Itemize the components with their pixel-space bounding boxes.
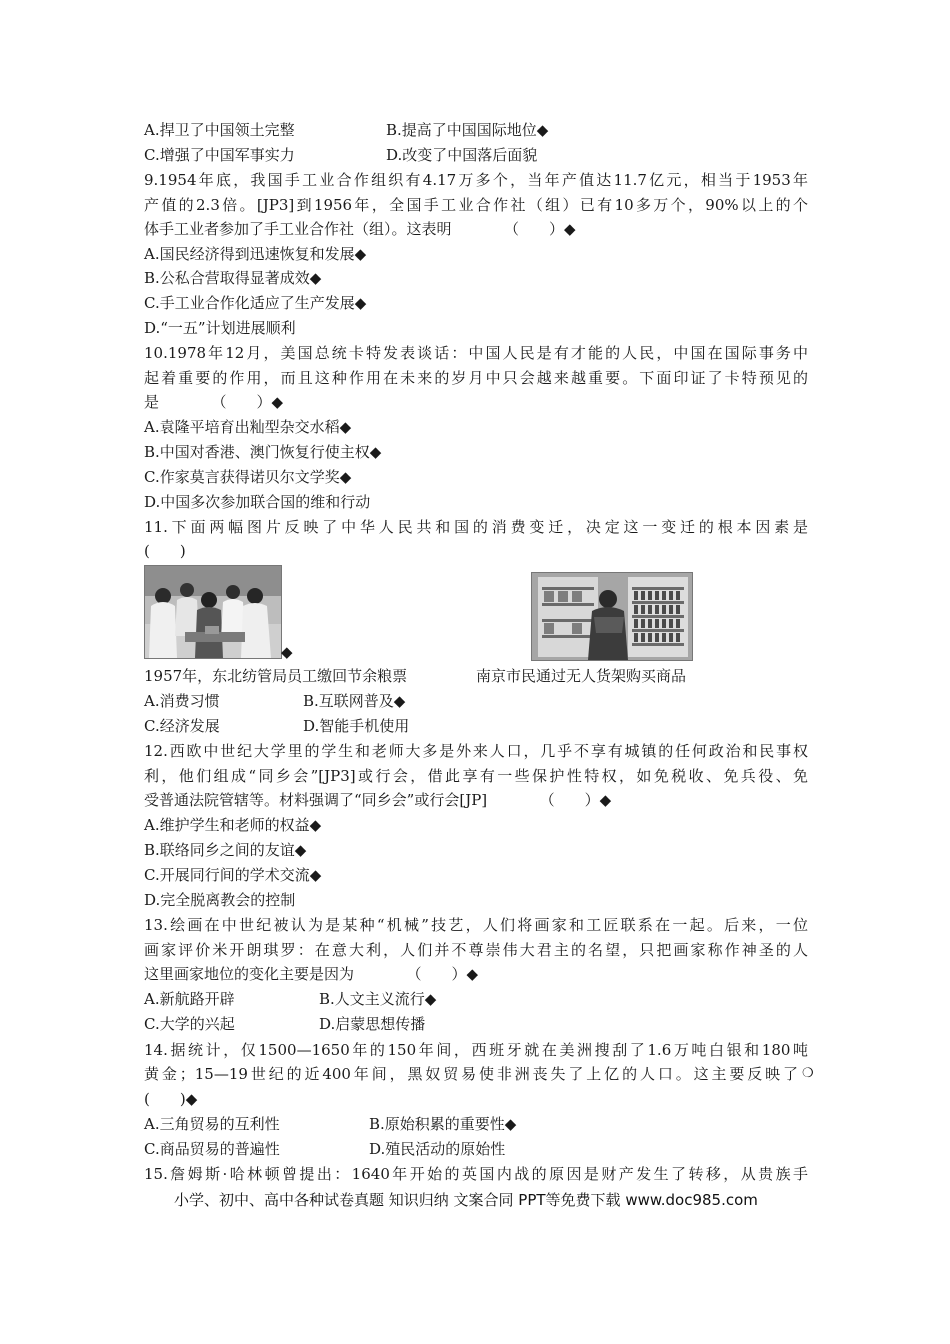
q10-stem-line-2: 起着重要的作用，而且这种作用在未来的岁月中只会越来越重要。下面印证了卡特预见的 <box>144 369 808 387</box>
q13-option-a: A.新航路开辟 <box>144 990 235 1008</box>
q10-option-b: B.中国对香港、澳门恢复行使主权◆ <box>144 443 382 461</box>
q10-stem-line-1: 10.1978年12月，美国总统卡特发表谈话：中国人民是有才能的人民，中国在国际事务中 <box>144 344 808 362</box>
photo-caption-right: 南京市民通过无人货架购买商品 <box>476 667 687 685</box>
q12-stem-line-1: 12.西欧中世纪大学里的学生和老师大多是外来人口，几乎不享有城镇的任何政治和民事权 <box>144 742 808 760</box>
q13-stem-line-3: 这里画家地位的变化主要是因为 （ ）◆ <box>144 965 479 983</box>
q12-stem-line-3: 受普通法院管辖等。材料强调了“同乡会”或行会[JP] （ ）◆ <box>144 791 612 809</box>
q11-option-d: D.智能手机使用 <box>303 717 410 735</box>
q10-option-d: D.中国多次参加联合国的维和行动 <box>144 493 371 511</box>
q15-stem-line-1: 15.詹姆斯·哈林顿曾提出：1640年开始的英国内战的原因是财产发生了转移，从贵族手 <box>144 1165 808 1183</box>
q13-option-d: D.启蒙思想传播 <box>319 1015 426 1033</box>
q11-option-c: C.经济发展 <box>144 717 220 735</box>
q14-option-a: A.三角贸易的互利性 <box>144 1115 280 1133</box>
q11-stem-line-1: 11.下面两幅图片反映了中华人民共和国的消费变迁，决定这一变迁的根本因素是 <box>144 518 808 536</box>
q14-option-b: B.原始积累的重要性◆ <box>369 1115 517 1133</box>
q10-option-c: C.作家莫言获得诺贝尔文学奖◆ <box>144 468 352 486</box>
page-footer: 小学、初中、高中各种试卷真题 知识归纳 文案合同 PPT等免费下载 www.doc985.com <box>174 1191 758 1209</box>
q13-option-b: B.人文主义流行◆ <box>319 990 437 1008</box>
q9-stem-line-1: 9.1954年底，我国手工业合作组织有4.17万多个，当年产值达11.7亿元，相当于1953年 <box>144 171 808 189</box>
q13-stem-line-1: 13.绘画在中世纪被认为是某种“机械”技艺，人们将画家和工匠联系在一起。后来，一位 <box>144 916 808 934</box>
q12-option-d: D.完全脱离教会的控制 <box>144 891 296 909</box>
q8-option-d: D.改变了中国落后面貌 <box>386 146 538 164</box>
q11-stem-line-2: ( ) <box>144 542 186 560</box>
q9-option-c: C.手工业合作化适应了生产发展◆ <box>144 294 367 312</box>
margin-circle-mark: ❍ <box>802 1066 814 1081</box>
photo-unmanned-shelf-drawing <box>532 573 692 660</box>
q12-stem-line-2: 利，他们组成“同乡会”[JP3]或行会，借此享有一些保护性特权，如免税收、免兵役、免 <box>144 767 808 785</box>
q14-stem-line-2: 黄金；15—19世纪的近400年间，黑奴贸易使非洲丧失了上亿的人口。这主要反映了 <box>144 1065 798 1083</box>
q8-option-a: A.捍卫了中国领土完整 <box>144 121 295 139</box>
q9-option-b: B.公私合营取得显著成效◆ <box>144 269 322 287</box>
q14-option-d: D.殖民活动的原始性 <box>369 1140 506 1158</box>
q12-option-b: B.联络同乡之间的友谊◆ <box>144 841 307 859</box>
q9-stem-line-3: 体手工业者参加了手工业合作社（组）。这表明 （ ）◆ <box>144 220 576 238</box>
q14-option-c: C.商品贸易的普遍性 <box>144 1140 280 1158</box>
q9-option-a: A.国民经济得到迅速恢复和发展◆ <box>144 245 367 263</box>
photo-left-diamond: ◆ <box>281 643 293 661</box>
q12-option-c: C.开展同行间的学术交流◆ <box>144 866 322 884</box>
photo-grain-coupons <box>144 565 282 659</box>
q13-option-c: C.大学的兴起 <box>144 1015 235 1033</box>
photo-grain-coupons-drawing <box>145 566 281 658</box>
photo-unmanned-shelf <box>531 572 693 661</box>
q9-stem-line-2: 产值的2.3倍。[JP3]到1956年，全国手工业合作社（组）已有10多万个，90%以上的个 <box>144 196 808 214</box>
q11-option-a: A.消费习惯 <box>144 692 220 710</box>
q11-option-b: B.互联网普及◆ <box>303 692 406 710</box>
q8-option-c: C.增强了中国军事实力 <box>144 146 295 164</box>
q12-option-a: A.维护学生和老师的权益◆ <box>144 816 322 834</box>
q13-stem-line-2: 画家评价米开朗琪罗：在意大利，人们并不尊崇伟大君主的名望，只把画家称作神圣的人 <box>144 941 808 959</box>
photo-caption-left: 1957年，东北纺管局员工缴回节余粮票 <box>144 667 408 685</box>
q14-stem-line-3: ( )◆ <box>144 1090 198 1108</box>
q10-stem-line-3: 是 （ ）◆ <box>144 393 284 411</box>
q14-stem-line-1: 14.据统计，仅1500—1650年的150年间，西班牙就在美洲搜刮了1.6万吨白银和180吨 <box>144 1041 808 1059</box>
q8-option-b: B.提高了中国国际地位◆ <box>386 121 549 139</box>
q9-option-d: D.“一五”计划进展顺利 <box>144 319 296 337</box>
q10-option-a: A.袁隆平培育出籼型杂交水稻◆ <box>144 418 352 436</box>
